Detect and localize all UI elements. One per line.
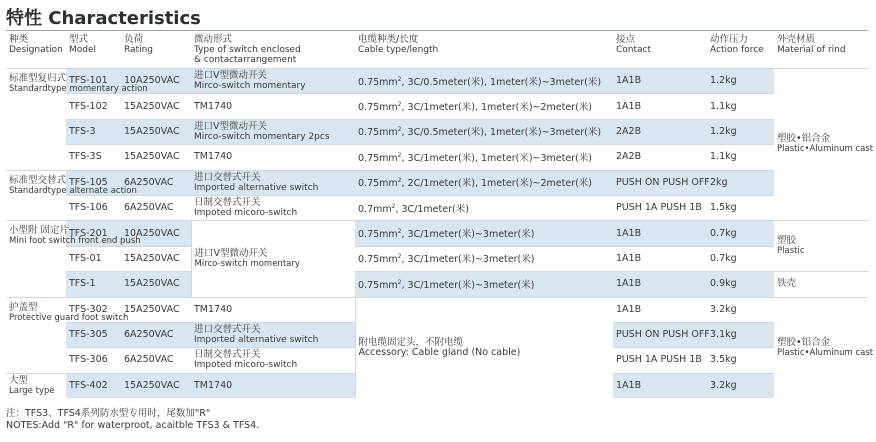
contact-cell: 2A2B — [613, 119, 707, 144]
contact-cell: 2A2B — [613, 145, 707, 170]
contact-cell: PUSH ON PUSH OFF — [613, 170, 707, 195]
switch-type-cell: 进口V型微动开关 Mirco-switch momentary — [191, 221, 355, 297]
section-title: 特性 Characteristics — [6, 8, 201, 29]
contact-cell: 1A1B — [613, 69, 707, 94]
model-cell: TFS-01 — [66, 246, 121, 271]
designation-cell: 护盖型 Protective guard foot switch — [6, 297, 66, 373]
force-cell: 3.2kg — [707, 373, 774, 398]
force-cell: 1.1kg — [707, 94, 774, 119]
header-action-force: 动作压力 Action force — [710, 34, 764, 55]
table-row — [6, 170, 868, 195]
model-cell: TFS-106 — [66, 195, 121, 220]
header-cable: 电缆种类/长度 Cable type/length — [358, 34, 439, 55]
force-cell: 3.5kg — [707, 348, 774, 373]
rating-cell: 6A250VAC — [121, 348, 191, 373]
model-cell: TFS-3S — [66, 145, 121, 170]
table-row — [6, 69, 868, 94]
designation-cell: 小型附 固定片 Mini foot switch front end push — [6, 221, 66, 297]
force-cell: 1.2kg — [707, 69, 774, 94]
model-cell: TFS-201 — [66, 221, 121, 246]
table-header-row — [6, 33, 868, 69]
contact-cell: 1A1B — [613, 297, 707, 322]
contact-cell: 1A1B — [613, 94, 707, 119]
characteristics-table — [6, 33, 874, 398]
switch-type-cell: 进口V型微动开关 Mirco-switch momentary 2pcs — [191, 119, 355, 144]
rating-cell: 10A250VAC — [121, 69, 191, 94]
force-cell: 2kg — [707, 170, 774, 195]
header-switch-type: 微动形式 Type of switch enclosed & contactarrangement — [194, 34, 301, 65]
cable-cell: $0.75mm^2$, 3C/1meter(米)~3meter(米) — [355, 221, 613, 246]
cable-cell: $0.75mm^2$, 3C/0.5meter(米), 1meter(米)~3meter(米) — [355, 69, 613, 94]
force-cell: 3.2kg — [707, 297, 774, 322]
table-row — [6, 221, 868, 246]
table-row — [6, 195, 868, 220]
switch-type-cell: 进口交替式开关 Imported alternative switch — [191, 322, 355, 347]
table-row — [6, 119, 868, 144]
designation-cell: 标准型复归式 Standardtype momentary action — [6, 69, 66, 171]
cable-cell: 附电缆固定头，不附电缆 Accessory: Cable gland (No cable) — [355, 297, 613, 398]
model-cell: TFS-105 — [66, 170, 121, 195]
contact-cell: PUSH ON PUSH OFF — [613, 322, 707, 347]
switch-type-cell: 进口V型微动开关 Mirco-switch momentary — [191, 69, 355, 94]
header-designation: 种类 Designation — [9, 34, 63, 55]
cable-cell: $0.75mm^2$, 3C/0.5meter(米), 1meter(米)~3meter(米) — [355, 119, 613, 144]
designation-cell: 标准型交替式 Standardtype alternate action — [6, 170, 66, 221]
table-row — [6, 246, 868, 271]
contact-cell: 1A1B — [613, 373, 707, 398]
model-cell: TFS-306 — [66, 348, 121, 373]
switch-type-cell: 进口交替式开关 Imported alternative switch — [191, 170, 355, 195]
model-cell: TFS-1 — [66, 272, 121, 297]
rating-cell: 10A250VAC — [121, 221, 191, 246]
footnotes — [6, 408, 259, 432]
switch-type-cell: TM1740 — [191, 94, 355, 119]
force-cell: 1.5kg — [707, 195, 774, 220]
note-zh: 注：TFS3、TFS4系列防水型专用时，尾数加"R" — [6, 408, 211, 419]
rating-cell: 6A250VAC — [121, 322, 191, 347]
contact-cell: PUSH 1A PUSH 1B — [613, 195, 707, 220]
force-cell: 0.7kg — [707, 221, 774, 246]
header-rating: 负荷 Rating — [124, 34, 154, 55]
material-cell: 塑胶•铝合金 Plastic•Aluminum cast — [774, 297, 868, 398]
rating-cell: 6A250VAC — [121, 195, 191, 220]
force-cell: 0.9kg — [707, 272, 774, 297]
contact-cell: 1A1B — [613, 246, 707, 271]
rating-cell: 15A250VAC — [121, 145, 191, 170]
rating-cell: 15A250VAC — [121, 246, 191, 271]
contact-cell: 1A1B — [613, 272, 707, 297]
rating-cell: 15A250VAC — [121, 94, 191, 119]
model-cell: TFS-402 — [66, 373, 121, 398]
switch-type-cell: TM1740 — [191, 373, 355, 398]
switch-type-cell: TM1740 — [191, 297, 355, 322]
switch-type-cell: TM1740 — [191, 145, 355, 170]
designation-cell: 大型 Large type — [6, 373, 66, 398]
cable-cell: $0.7mm^2$, 3C/1meter(米) — [355, 195, 613, 220]
model-cell: TFS-101 — [66, 69, 121, 94]
rating-cell: 15A250VAC — [121, 373, 191, 398]
table-row — [6, 145, 868, 170]
table-row — [6, 272, 868, 297]
title-divider — [6, 30, 868, 31]
header-model: 型式 Model — [69, 34, 97, 55]
model-cell: TFS-305 — [66, 322, 121, 347]
cable-cell: $0.75mm^2$, 2C/1meter(米), 1meter(米)~2meter(米) — [355, 170, 613, 195]
material-cell: 塑胶•铝合金 Plastic•Aluminum cast — [774, 69, 868, 221]
force-cell: 1.2kg — [707, 119, 774, 144]
material-cell: 铁壳 — [774, 272, 868, 297]
switch-type-cell: 日制交替式开关 Impoted micoro-switch — [191, 195, 355, 220]
force-cell: 1.1kg — [707, 145, 774, 170]
model-cell: TFS-302 — [66, 297, 121, 322]
header-material: 外壳材质 Material of rind — [777, 34, 846, 55]
cable-cell: $0.75mm^2$, 3C/1meter(米), 1meter(米)~3meter(米) — [355, 145, 613, 170]
cable-cell: $0.75mm^2$, 3C/1meter(米)~3meter(米) — [355, 246, 613, 271]
material-cell: 塑胶 Plastic — [774, 221, 868, 272]
model-cell: TFS-3 — [66, 119, 121, 144]
rating-cell: 15A250VAC — [121, 272, 191, 297]
table-row — [6, 94, 868, 119]
rating-cell: 6A250VAC — [121, 170, 191, 195]
contact-cell: 1A1B — [613, 221, 707, 246]
switch-type-cell: 日制交替式开关 Impoted micoro-switch — [191, 348, 355, 373]
table-row — [6, 297, 868, 322]
force-cell: 3.1kg — [707, 322, 774, 347]
contact-cell: PUSH 1A PUSH 1B — [613, 348, 707, 373]
rating-cell: 15A250VAC — [121, 119, 191, 144]
header-contact: 接点 Contact — [616, 34, 652, 55]
note-en: NOTES:Add "R" for waterproot, acaitble TFS3 & TFS4. — [6, 420, 260, 431]
rating-cell: 15A250VAC — [121, 297, 191, 322]
cable-cell: $0.75mm^2$, 3C/1meter(米), 1meter(米)~2meter(米) — [355, 94, 613, 119]
force-cell: 0.7kg — [707, 246, 774, 271]
model-cell: TFS-102 — [66, 94, 121, 119]
cable-cell: $0.75mm^2$, 3C/1meter(米)~3meter(米) — [355, 272, 613, 297]
